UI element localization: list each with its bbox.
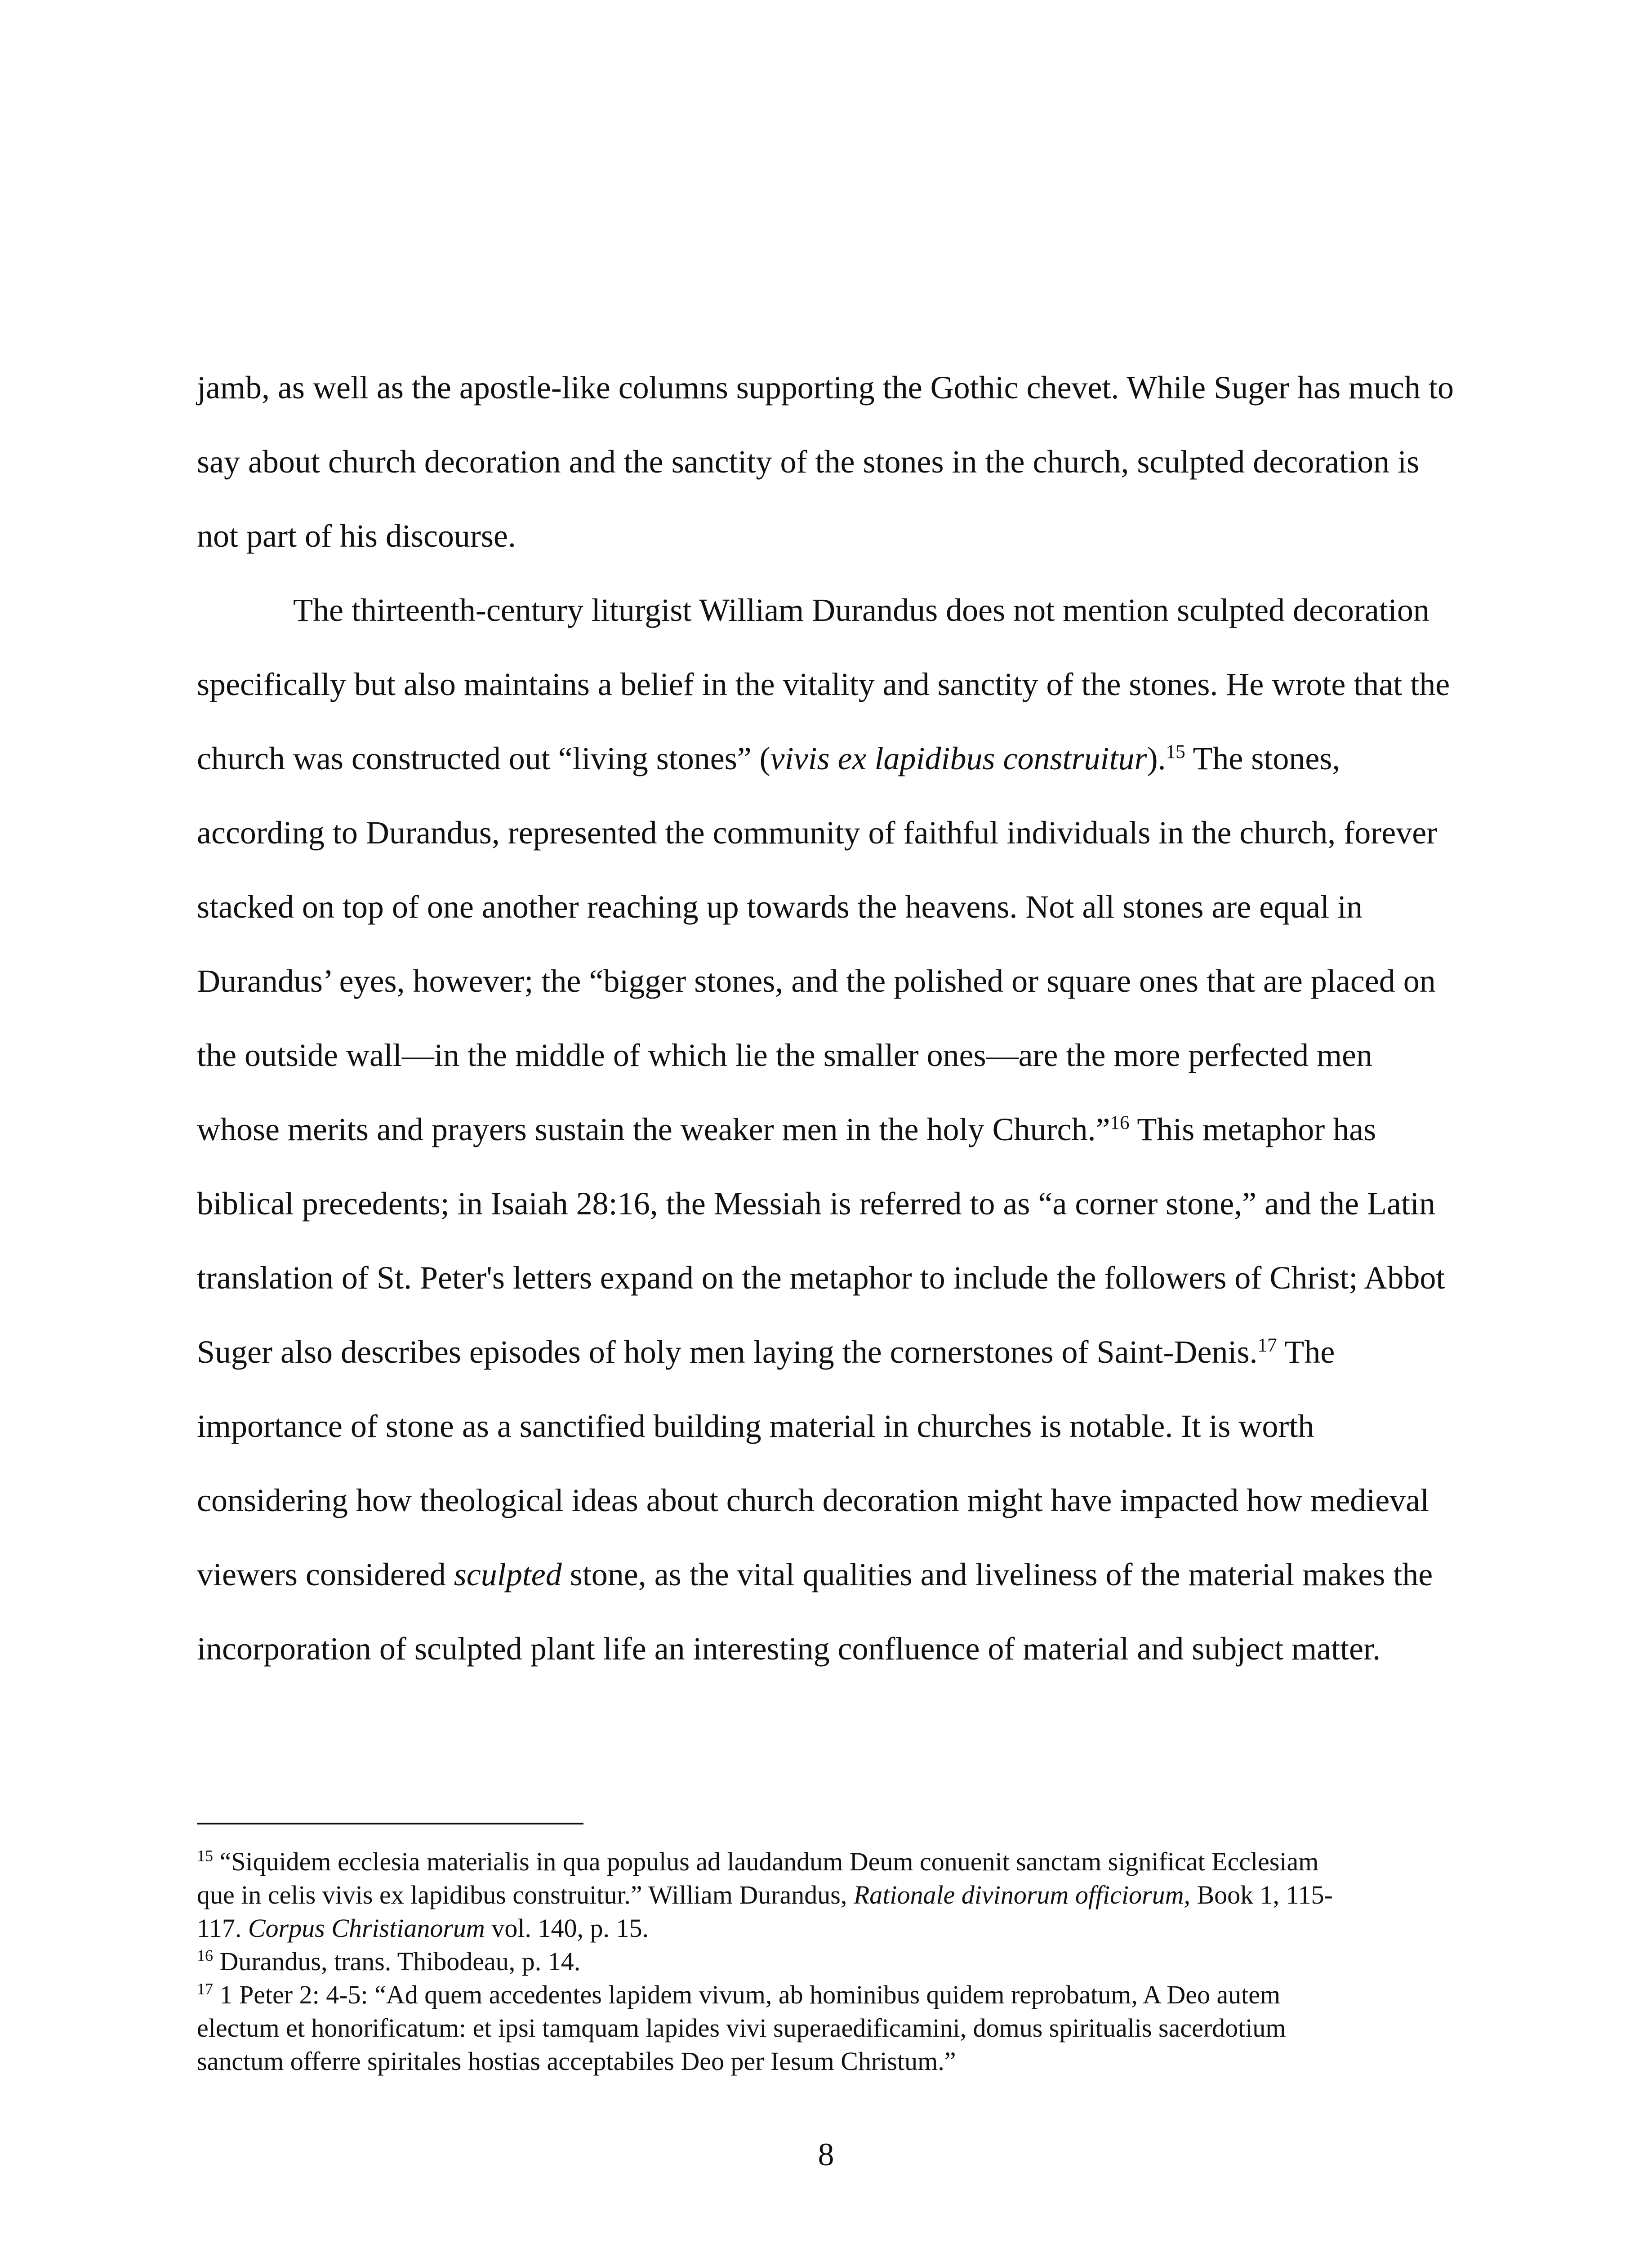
- footnote-ref-17: 17: [1257, 1335, 1277, 1356]
- body-line: biblical precedents; in Isaiah 28:16, the Messiah is referred to as “a corner stone,” and the Latin: [197, 1186, 1435, 1222]
- body-line: according to Durandus, represented the community of faithful individuals in the church, forever: [197, 815, 1438, 851]
- latin-phrase: vivis ex lapidibus construitur: [770, 740, 1147, 776]
- footnote-15: $^{15}$ “Siquidem ecclesia materialis in qua populus ad laudandum Deum conuenit sanctam significat Ecclesiam: [197, 1847, 1319, 1876]
- footnote-separator: [197, 1823, 583, 1824]
- footnote-line: electum et honorificatum: et ipsi tamquam lapides vivi superaedificamini, domus spiritualis sacerdotium: [197, 2013, 1286, 2043]
- body-line: Durandus’ eyes, however; the “bigger stones, and the polished or square ones that are placed on: [197, 963, 1436, 999]
- body-line: stacked on top of one another reaching up towards the heavens. Not all stones are equal in: [197, 889, 1363, 925]
- footnote-ref-15: 15: [1166, 741, 1185, 763]
- body-line: not part of his discourse.: [197, 518, 516, 554]
- footnote-16: $^{16}$ Durandus, trans. Thibodeau, p. 14.: [197, 1946, 581, 1976]
- body-line: say about church decoration and the sanctity of the stones in the church, sculpted decoration is: [197, 444, 1420, 480]
- footnote-line: 117. Corpus Christianorum vol. 140, p. 15.: [197, 1913, 649, 1943]
- footnote-17: $^{17}$ 1 Peter 2: 4-5: “Ad quem accedentes lapidem vivum, ab hominibus quidem reprobatum, A Deo autem: [197, 1980, 1281, 2009]
- body-line: Suger also describes episodes of holy men laying the cornerstones of Saint-Denis.$^{17}$ The: [197, 1334, 1335, 1370]
- emphasis: sculpted: [454, 1557, 562, 1592]
- paragraph-first-line: The thirteenth-century liturgist William Durandus does not mention sculpted decoration: [293, 592, 1429, 628]
- footnote-line: que in celis vivis ex lapidibus construitur.” William Durandus, Rationale divinorum officiorum, Book 1, 115-: [197, 1880, 1333, 1909]
- body-line: viewers considered sculpted stone, as the vital qualities and liveliness of the material makes the: [197, 1557, 1433, 1592]
- body-line: considering how theological ideas about church decoration might have impacted how medieval: [197, 1482, 1429, 1518]
- body-line: the outside wall—in the middle of which lie the smaller ones—are the more perfected men: [197, 1037, 1373, 1073]
- footnote-line: sanctum offerre spiritales hostias acceptabiles Deo per Iesum Christum.”: [197, 2047, 956, 2076]
- body-line: specifically but also maintains a belief in the vitality and sanctity of the stones. He wrote that the: [197, 666, 1450, 702]
- body-line: importance of stone as a sanctified building material in churches is notable. It is worth: [197, 1408, 1314, 1444]
- body-line: church was constructed out “living stones” (vivis ex lapidibus construitur).$^{15}$ The stones,: [197, 740, 1340, 776]
- body-line: incorporation of sculpted plant life an interesting confluence of material and subject matter.: [197, 1631, 1381, 1667]
- body-line: whose merits and prayers sustain the weaker men in the holy Church.”$^{16}$ This metaphor has: [197, 1111, 1376, 1147]
- body-line: translation of St. Peter's letters expand on the metaphor to include the followers of Christ; Abbot: [197, 1260, 1445, 1296]
- page-number: 8: [818, 2136, 834, 2172]
- footnote-ref-16: 16: [1110, 1112, 1130, 1133]
- body-line: jamb, as well as the apostle-like columns supporting the Gothic chevet. While Suger has much to: [197, 370, 1454, 406]
